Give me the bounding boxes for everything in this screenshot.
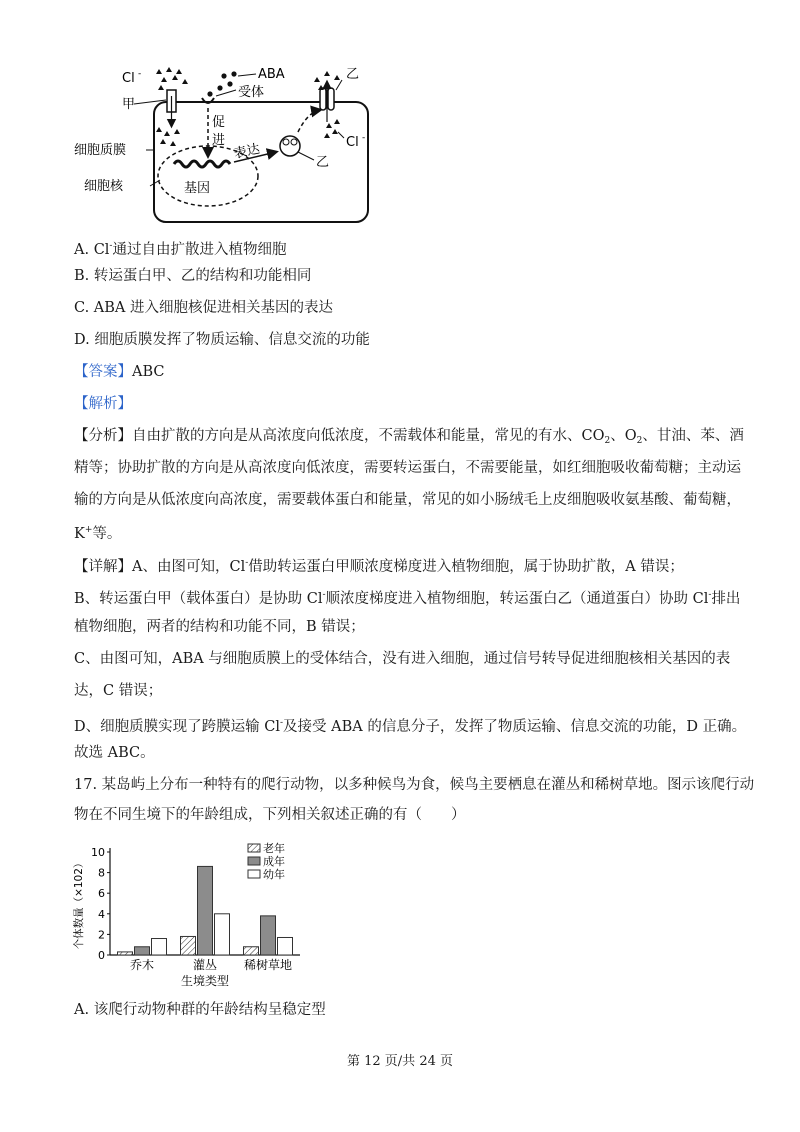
- legend-swatch: [248, 857, 260, 865]
- svg-text:-: -: [362, 133, 366, 143]
- page-footer: 第 12 页/共 24 页: [347, 1054, 453, 1069]
- fenxi-line-1: 【分析】自由扩散的方向是从高浓度向低浓度，不需载体和能量，常见的有水、$CO_2$、$O_2$、甘油、苯、酒: [74, 428, 744, 446]
- fenxi-line-2: 精等；协助扩散的方向是从高浓度向低浓度，需要转运蛋白，不需要能量，如红细胞吸收葡萄糖；主动运: [74, 460, 741, 476]
- xiangjie-c-1: C、由图可知，ABA 与细胞质膜上的受体结合，没有进入细胞，通过信号转导促进细胞核相关基因的表: [74, 651, 731, 667]
- y-axis-label: 个体数量（×102）: [73, 857, 85, 950]
- y-tick-label: 6: [98, 887, 105, 901]
- label-cl-top: Cl: [122, 71, 135, 86]
- xiangjie-a: 【详解】A、由图可知，Cl-借助转运蛋白甲顺浓度梯度进入植物细胞，属于协助扩散，A 错误；: [74, 558, 684, 575]
- channel-yi-shape: [320, 88, 326, 110]
- label-gene: 基因: [184, 181, 211, 196]
- legend-swatch: [248, 870, 260, 878]
- bar-成年-乔木: [135, 947, 150, 955]
- label-aba: ABA: [258, 67, 285, 82]
- bar-幼年-稀树草地: [278, 937, 293, 955]
- answer-line: [74, 362, 165, 382]
- protein-yi-shape: [280, 136, 300, 156]
- y-tick-label: 8: [98, 866, 105, 880]
- svg-text:-: -: [138, 69, 142, 79]
- option-c: C. ABA 进入细胞核促进相关基因的表达: [74, 300, 334, 316]
- bar-成年-灌丛: [198, 866, 213, 955]
- label-jia: 甲: [122, 97, 136, 112]
- bar-老年-灌丛: [181, 936, 196, 955]
- gene-shape: [174, 161, 230, 167]
- fenxi-line-4: K+等。: [74, 525, 122, 542]
- label-receptor: 受体: [238, 85, 265, 100]
- xiangjie-b-1: B、转运蛋白甲（载体蛋白）是协助 Cl-顺浓度梯度进入植物细胞，转运蛋白乙（通道蛋白）协助 Cl-排出: [74, 590, 741, 607]
- age-structure-chart: [70, 840, 310, 992]
- fenxi-line-3: 输的方向是从低浓度向高浓度，需要载体蛋白和能量，常见的如小肠绒毛上皮细胞吸收氨基酸、葡萄糖，: [74, 492, 741, 508]
- label-membrane: 细胞质膜: [74, 143, 127, 158]
- analysis-tag: 【解析】: [74, 396, 132, 412]
- label-yi-bottom: 乙: [316, 155, 330, 170]
- y-tick-label: 4: [98, 907, 105, 921]
- y-tick-label: 2: [98, 928, 105, 942]
- answer-tag: 【答案】: [74, 364, 132, 380]
- q17-line-1: 17. 某岛屿上分布一种特有的爬行动物，以多种候鸟为食，候鸟主要栖息在灌丛和稀树草地。图示该爬行动: [74, 777, 755, 793]
- answer-value: ABC: [132, 364, 165, 380]
- x-tick-label: 稀树草地: [243, 958, 293, 972]
- option-a: A. Cl-通过自由扩散进入植物细胞: [74, 241, 287, 258]
- xiangjie-c-2: 达，C 错误；: [74, 683, 163, 699]
- y-tick-label: 0: [98, 949, 105, 962]
- bar-老年-稀树草地: [244, 947, 259, 955]
- legend-label: 成年: [263, 855, 285, 868]
- cell-membrane-shape: [154, 102, 368, 222]
- legend-label: 幼年: [263, 868, 285, 881]
- label-promote-2: 进: [212, 133, 226, 148]
- bar-幼年-乔木: [152, 939, 167, 955]
- bar-成年-稀树草地: [261, 916, 276, 955]
- x-axis-label: 生境类型: [180, 974, 230, 988]
- bar-幼年-灌丛: [215, 914, 230, 955]
- cell-diagram: [70, 60, 390, 232]
- xiangjie-final: 故选 ABC。: [74, 745, 155, 761]
- xiangjie-d: D、细胞质膜实现了跨膜运输 Cl-及接受 ABA 的信息分子，发挥了物质运输、信息交流的功能，D 正确。: [74, 718, 747, 735]
- option-b: B. 转运蛋白甲、乙的结构和功能相同: [74, 268, 312, 284]
- y-tick-label: 10: [91, 846, 105, 859]
- bar-老年-乔木: [118, 952, 133, 955]
- xiangjie-b-2: 植物细胞，两者的结构和功能不同，B 错误；: [74, 619, 365, 635]
- q17-option-a: A. 该爬行动物种群的年龄结构呈稳定型: [74, 1002, 326, 1018]
- q17-line-2: 物在不同生境下的年龄组成，下列相关叙述正确的有（ ）: [74, 807, 466, 823]
- option-d: D. 细胞质膜发挥了物质运输、信息交流的功能: [74, 332, 370, 348]
- label-express: 表达: [232, 141, 262, 162]
- label-nucleus: 细胞核: [84, 179, 124, 194]
- label-cl-right: Cl: [346, 135, 359, 150]
- legend-swatch: [248, 844, 260, 852]
- x-tick-label: 乔木: [129, 958, 155, 972]
- legend-label: 老年: [263, 842, 285, 855]
- label-yi-top: 乙: [346, 67, 360, 82]
- x-tick-label: 灌丛: [192, 958, 218, 972]
- label-promote-1: 促: [212, 115, 226, 130]
